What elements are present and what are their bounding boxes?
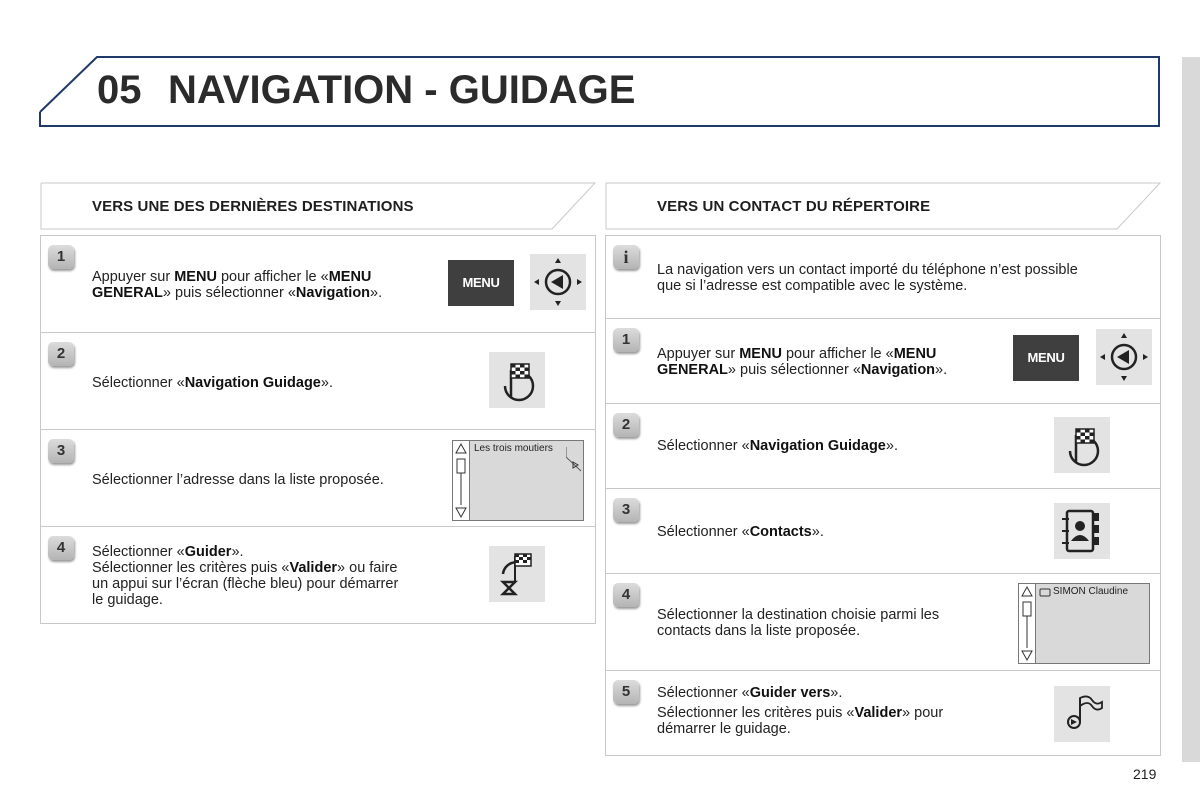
- info-icon: i: [613, 245, 639, 269]
- left-section-heading: [40, 182, 596, 230]
- menu-button: MENU: [1013, 335, 1079, 381]
- step-badge: 1: [613, 328, 639, 352]
- info-text: La navigation vers un contact importé du téléphone n’est possible que si l’adresse est compatible avec le système.: [657, 262, 1078, 294]
- right-info: [605, 235, 1161, 319]
- joystick-icon: [1096, 329, 1152, 385]
- contact-list-screen: [1018, 583, 1150, 664]
- list-scrollbar: [1019, 584, 1036, 663]
- guide-flag-icon: [489, 546, 545, 602]
- left-step-1: [40, 235, 596, 333]
- step-badge: 3: [48, 439, 74, 463]
- menu-button: MENU: [448, 260, 514, 306]
- list-item: Les trois moutiers: [474, 443, 553, 454]
- list-item: SIMON Claudine: [1053, 586, 1129, 597]
- left-heading-text: VERS UNE DES DERNIÈRES DESTINATIONS: [92, 198, 414, 215]
- right-step-5: [605, 670, 1161, 756]
- right-step-4: [605, 573, 1161, 671]
- contact-card-icon: [1039, 588, 1051, 598]
- step-badge: 4: [613, 583, 639, 607]
- step-text: Sélectionner «Contacts».: [657, 524, 824, 540]
- page-title: NAVIGATION - GUIDAGE: [168, 68, 636, 112]
- address-list-screen: [452, 440, 584, 521]
- left-step-2: [40, 332, 596, 430]
- step-text: Sélectionner «Guider». Sélectionner les critères puis «Valider» ou faire un appui sur l’écran (flèche bleu) pour démarrer le guidage.: [92, 544, 399, 608]
- step-text: Sélectionner «Guider vers». Sélectionner les critères puis «Valider» pour démarrer le guidage.: [657, 685, 944, 737]
- step-text: Appuyer sur MENU pour afficher le «MENU GENERAL» puis sélectionner «Navigation».: [657, 346, 948, 378]
- step-badge: 3: [613, 498, 639, 522]
- step-badge: 2: [613, 413, 639, 437]
- right-heading-text: VERS UN CONTACT DU RÉPERTOIRE: [657, 198, 931, 215]
- step-text: Sélectionner «Navigation Guidage».: [657, 438, 898, 454]
- left-step-4: [40, 526, 596, 624]
- right-step-3: [605, 488, 1161, 574]
- step-badge: 1: [48, 245, 74, 269]
- guide-to-flag-icon: [1054, 686, 1110, 742]
- checkered-flag-icon: [1054, 417, 1110, 473]
- side-strip: [1182, 57, 1200, 762]
- right-section-heading: [605, 182, 1161, 230]
- chapter-number: 05: [97, 68, 142, 112]
- step-text: Sélectionner l’adresse dans la liste proposée.: [92, 472, 384, 488]
- page-number: 219: [1133, 766, 1157, 782]
- step-text: Appuyer sur MENU pour afficher le «MENU GENERAL» puis sélectionner «Navigation».: [92, 269, 383, 301]
- right-step-2: [605, 403, 1161, 489]
- step-badge: 4: [48, 536, 74, 560]
- step-badge: 5: [613, 680, 639, 704]
- left-step-3: [40, 429, 596, 527]
- right-step-1: [605, 318, 1161, 404]
- step-text: Sélectionner «Navigation Guidage».: [92, 375, 333, 391]
- step-text: Sélectionner la destination choisie parmi les contacts dans la liste proposée.: [657, 607, 940, 639]
- step-badge: 2: [48, 342, 74, 366]
- list-scrollbar: [453, 441, 470, 520]
- contacts-book-icon: [1054, 503, 1110, 559]
- joystick-icon: [530, 254, 586, 310]
- checkered-flag-icon: [489, 352, 545, 408]
